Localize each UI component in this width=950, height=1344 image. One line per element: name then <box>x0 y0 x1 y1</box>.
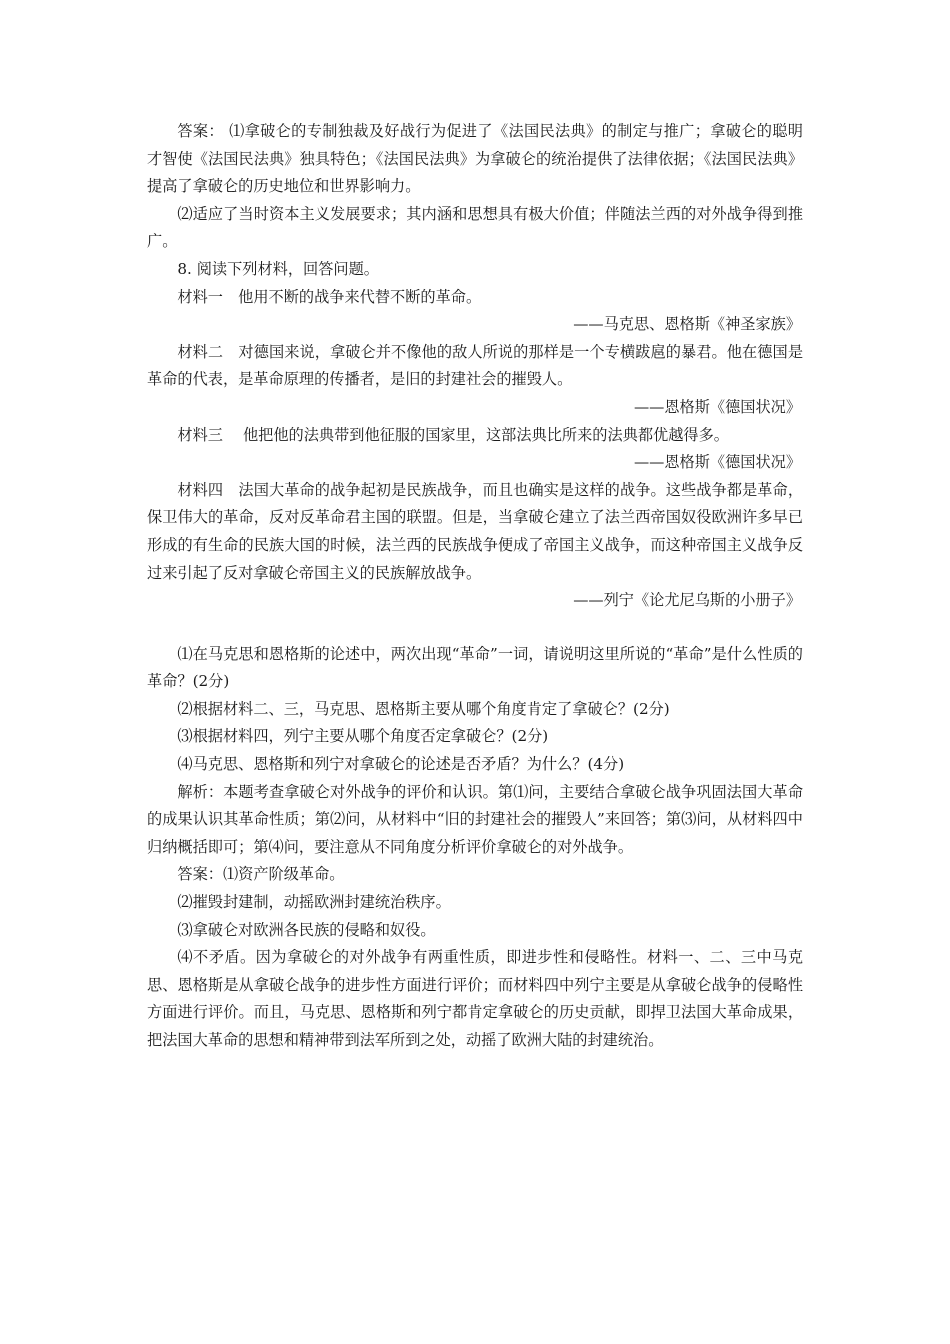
material-2-text: 材料二 对德国来说，拿破仑并不像他的敌人所说的那样是一个专横跋扈的暴君。他在德国是革命的代表，是革命原理的传播者，是旧的封建社会的摧毁人。 <box>147 342 803 389</box>
question-8-heading: 8. 阅读下列材料，回答问题。 <box>177 259 379 278</box>
material-1-text: 材料一 他用不断的战争来代替不断的革命。 <box>177 287 482 306</box>
sub-question-4: ⑷马克思、恩格斯和列宁对拿破仑的论述是否矛盾？为什么？(4分) <box>177 755 625 774</box>
answer-prev-paragraph-2: ⑵适应了当时资本主义发展要求；其内涵和思想具有极大价值；伴随法兰西的对外战争得到推广。 <box>147 204 803 251</box>
answer-4: ⑷不矛盾。因为拿破仑的对外战争有两重性质，即进步性和侵略性。材料一、二、三中马克思、恩格斯是从拿破仑战争的进步性方面进行评价；而材料四中列宁主要是从拿破仑战争的侵略性方面进行评价。而且，马克思、恩格斯和列宁都肯定拿破仑的历史贡献，即捍卫法国大革命成果，把法国大革命的思想和精神带到法军所到之处，动摇了欧洲大陆的封建统治。 <box>147 948 803 1049</box>
sub-question-3: ⑶根据材料四，列宁主要从哪个角度否定拿破仑？(2分) <box>177 727 549 746</box>
analysis-paragraph: 解析：本题考查拿破仑对外战争的评价和认识。第⑴问，主要结合拿破仑战争巩固法国大革命的成果认识其革命性质；第⑵问，从材料中“旧的封建社会的摧毁人”来回答；第⑶问，从材料四中归纳概括即可；第⑷问，要注意从不同角度分析评价拿破仑的对外战争。 <box>147 782 803 856</box>
material-1-source: ——马克思、恩格斯《神圣家族》 <box>573 315 801 334</box>
material-4-source: ——列宁《论尤尼乌斯的小册子》 <box>573 591 801 610</box>
answer-prev-paragraph-1: 答案： ⑴拿破仑的专制独裁及好战行为促进了《法国民法典》的制定与推广；拿破仑的聪明才智使《法国民法典》独具特色；《法国民法典》为拿破仑的统治提供了法律依据；《法国民法典》提高了拿破仑的历史地位和世界影响力。 <box>147 122 803 196</box>
answer-3: ⑶拿破仑对欧洲各民族的侵略和奴役。 <box>177 920 436 939</box>
material-2-source: ——恩格斯《德国状况》 <box>633 397 801 416</box>
material-3-text: 材料三 他把他的法典带到他征服的国家里，这部法典比所来的法典都优越得多。 <box>177 425 729 444</box>
document-page <box>147 118 803 1055</box>
answer-2: ⑵摧毁封建制，动摇欧洲封建统治秩序。 <box>177 893 451 912</box>
material-4-text: 材料四 法国大革命的战争起初是民族战争，而且也确实是这样的战争。这些战争都是革命，保卫伟大的革命，反对反革命君主国的联盟。但是，当拿破仑建立了法兰西帝国奴役欧洲许多早已形成的有生命的民族大国的时候，法兰西的民族战争便成了帝国主义战争，而这种帝国主义战争反过来引起了反对拿破仑帝国主义的民族解放战争。 <box>147 480 803 582</box>
sub-question-1: ⑴在马克思和恩格斯的论述中，两次出现“革命”一词，请说明这里所说的“革命”是什么性质的革命？(2分) <box>147 644 803 691</box>
answer-1: 答案：⑴资产阶级革命。 <box>177 865 345 884</box>
sub-question-2: ⑵根据材料二、三，马克思、恩格斯主要从哪个角度肯定了拿破仑？(2分) <box>177 699 670 718</box>
material-3-source: ——恩格斯《德国状况》 <box>633 453 801 472</box>
section-spacer <box>147 615 803 641</box>
